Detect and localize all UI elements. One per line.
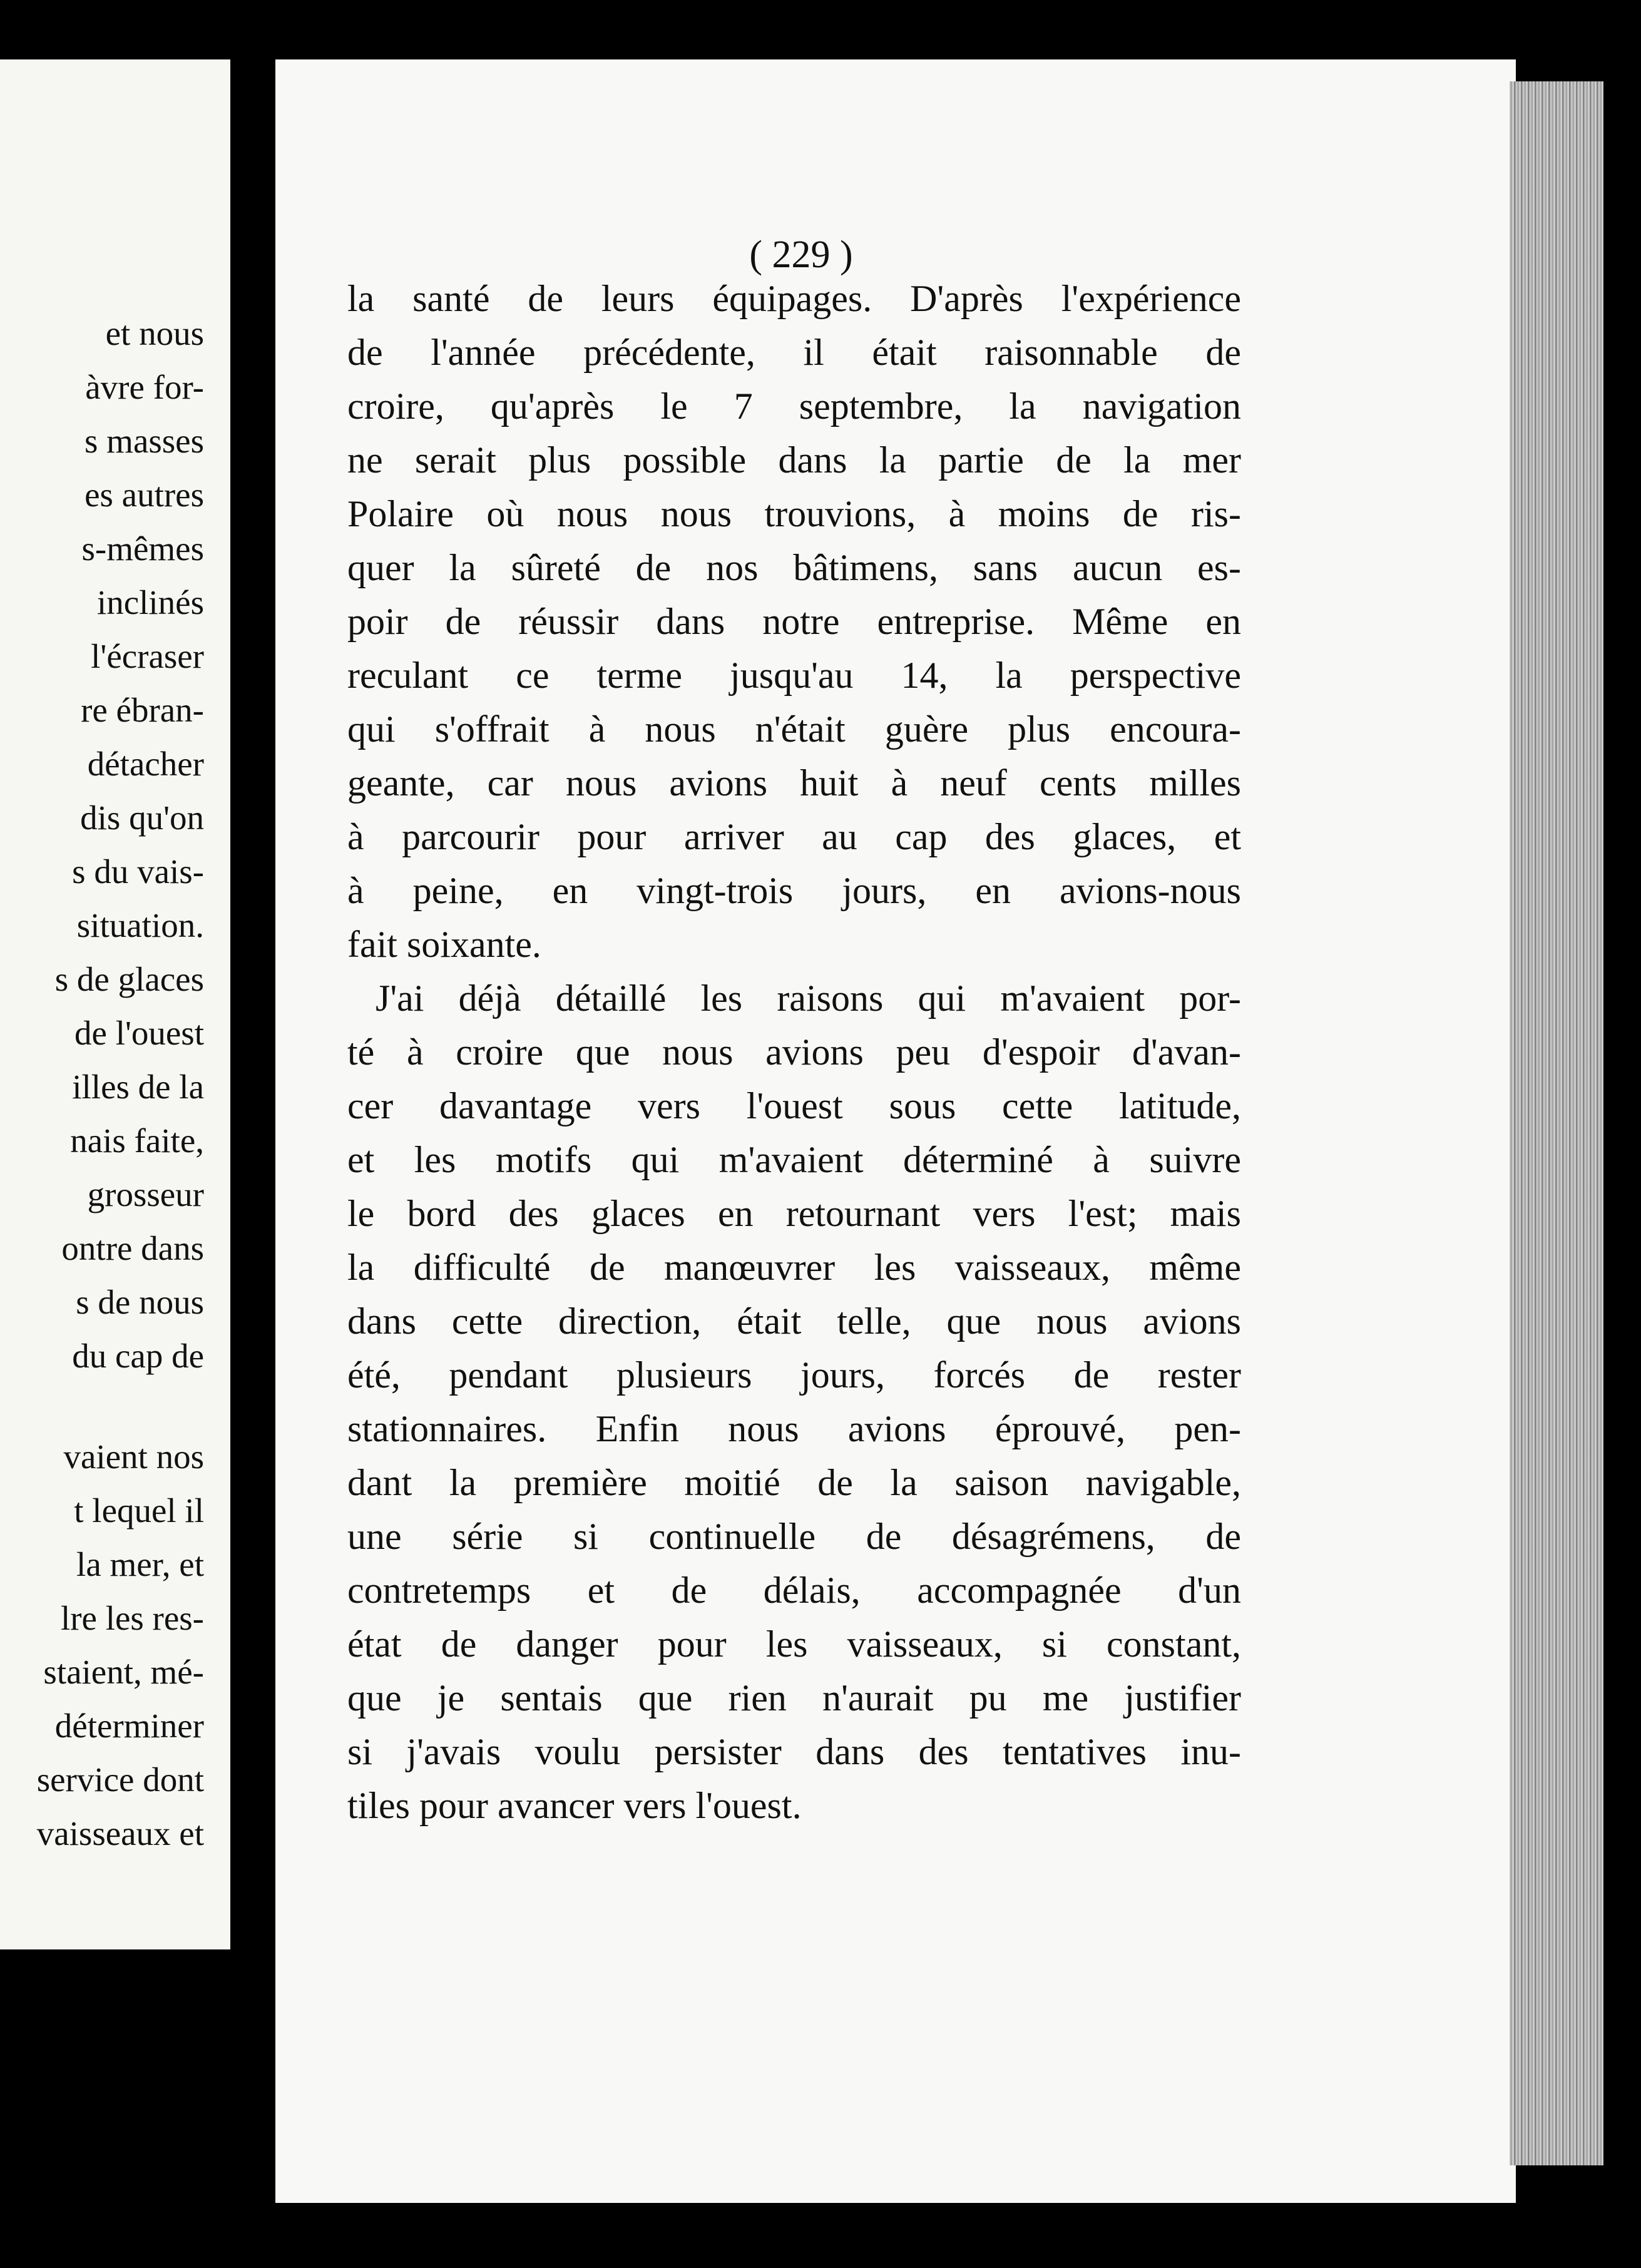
left-page-line: illes de la [72, 1068, 204, 1106]
left-page-line: grosseur [87, 1175, 204, 1213]
left-page-line: service dont [36, 1760, 204, 1799]
text-line: ne serait plus possible dans la partie de la mer [347, 439, 1241, 481]
text-line: dans cette direction, était telle, que nous avions [347, 1300, 1241, 1342]
text-line: cer davantage vers l'ouest sous cette latitude, [347, 1085, 1241, 1126]
text-line: Polaire où nous nous trouvions, à moins de ris- [347, 493, 1241, 534]
text-line: qui s'offrait à nous n'était guère plus encoura- [347, 708, 1241, 750]
text-line: la difficulté de manœuvrer les vaisseaux, même [347, 1247, 1241, 1288]
left-page-line: s masses [84, 422, 204, 460]
left-page-line: s de glaces [54, 960, 204, 998]
left-page-line: vaisseaux et [36, 1814, 204, 1852]
left-page-line: l'écraser [91, 637, 204, 675]
text-line: une série si continuelle de désagrémens, de [347, 1516, 1241, 1557]
left-page-line: la mer, et [76, 1545, 204, 1583]
left-page-line: situation. [76, 906, 204, 944]
text-line: poir de réussir dans notre entreprise. Même en [347, 601, 1241, 642]
text-line: reculant ce terme jusqu'au 14, la perspective [347, 655, 1241, 696]
text-line: quer la sûreté de nos bâtimens, sans aucun es- [347, 547, 1241, 588]
text-line: geante, car nous avions huit à neuf cents milles [347, 762, 1241, 804]
left-page-line: s de nous [76, 1283, 204, 1321]
left-page-line: de l'ouest [74, 1014, 204, 1052]
text-line: le bord des glaces en retournant vers l'est; mais [347, 1193, 1241, 1234]
text-line: fait soixante. [347, 924, 541, 965]
text-line: à peine, en vingt-trois jours, en avions-nous [347, 870, 1241, 911]
left-page-line: et nous [105, 314, 204, 352]
left-page-line: àvre for- [85, 368, 204, 406]
text-line: si j'avais voulu persister dans des tentatives inu- [347, 1731, 1241, 1772]
text-line: contretemps et de délais, accompagnée d'un [347, 1570, 1241, 1611]
page-number: ( 229 ) [749, 233, 853, 276]
text-line: la santé de leurs équipages. D'après l'expérience [347, 278, 1241, 319]
left-page-line: lre les res- [60, 1599, 204, 1637]
left-page-line: ontre dans [61, 1229, 204, 1267]
left-page-line: s du vais- [72, 852, 204, 891]
left-page-line: re ébran- [81, 691, 204, 729]
left-page-line: nais faite, [70, 1121, 204, 1160]
text-line: que je sentais que rien n'aurait pu me justifier [347, 1677, 1241, 1719]
left-page-line: déterminer [54, 1707, 204, 1745]
paragraph-first-line: J'ai déjà détaillé les raisons qui m'avaient por- [376, 978, 1241, 1019]
text-line: croire, qu'après le 7 septembre, la navigation [347, 386, 1241, 427]
book-page [275, 59, 1516, 2203]
text-line: et les motifs qui m'avaient déterminé à suivre [347, 1139, 1241, 1180]
left-page-line: staient, mé- [43, 1653, 204, 1691]
text-line: dant la première moitié de la saison navigable, [347, 1462, 1241, 1503]
left-page-line: t lequel il [74, 1491, 204, 1530]
text-line: stationnaires. Enfin nous avions éprouvé, pen- [347, 1408, 1241, 1449]
text-line: de l'année précédente, il était raisonnable de [347, 332, 1241, 373]
previous-page-fragment [0, 59, 230, 1949]
text-line: té à croire que nous avions peu d'espoir d'avan- [347, 1031, 1241, 1073]
text-line: à parcourir pour arriver au cap des glaces, et [347, 816, 1241, 857]
left-page-line: es autres [84, 476, 204, 514]
text-line: tiles pour avancer vers l'ouest. [347, 1785, 802, 1826]
left-page-line: vaient nos [63, 1438, 204, 1476]
text-line: été, pendant plusieurs jours, forcés de rester [347, 1354, 1241, 1396]
left-page-line: inclinés [96, 583, 204, 621]
left-page-line: dis qu'on [80, 799, 204, 837]
left-page-line: s-mêmes [81, 529, 204, 568]
left-page-line: du cap de [72, 1337, 204, 1375]
left-page-line: détacher [87, 745, 204, 783]
page-edge-stack [1510, 81, 1603, 2165]
text-line: état de danger pour les vaisseaux, si constant, [347, 1623, 1241, 1665]
